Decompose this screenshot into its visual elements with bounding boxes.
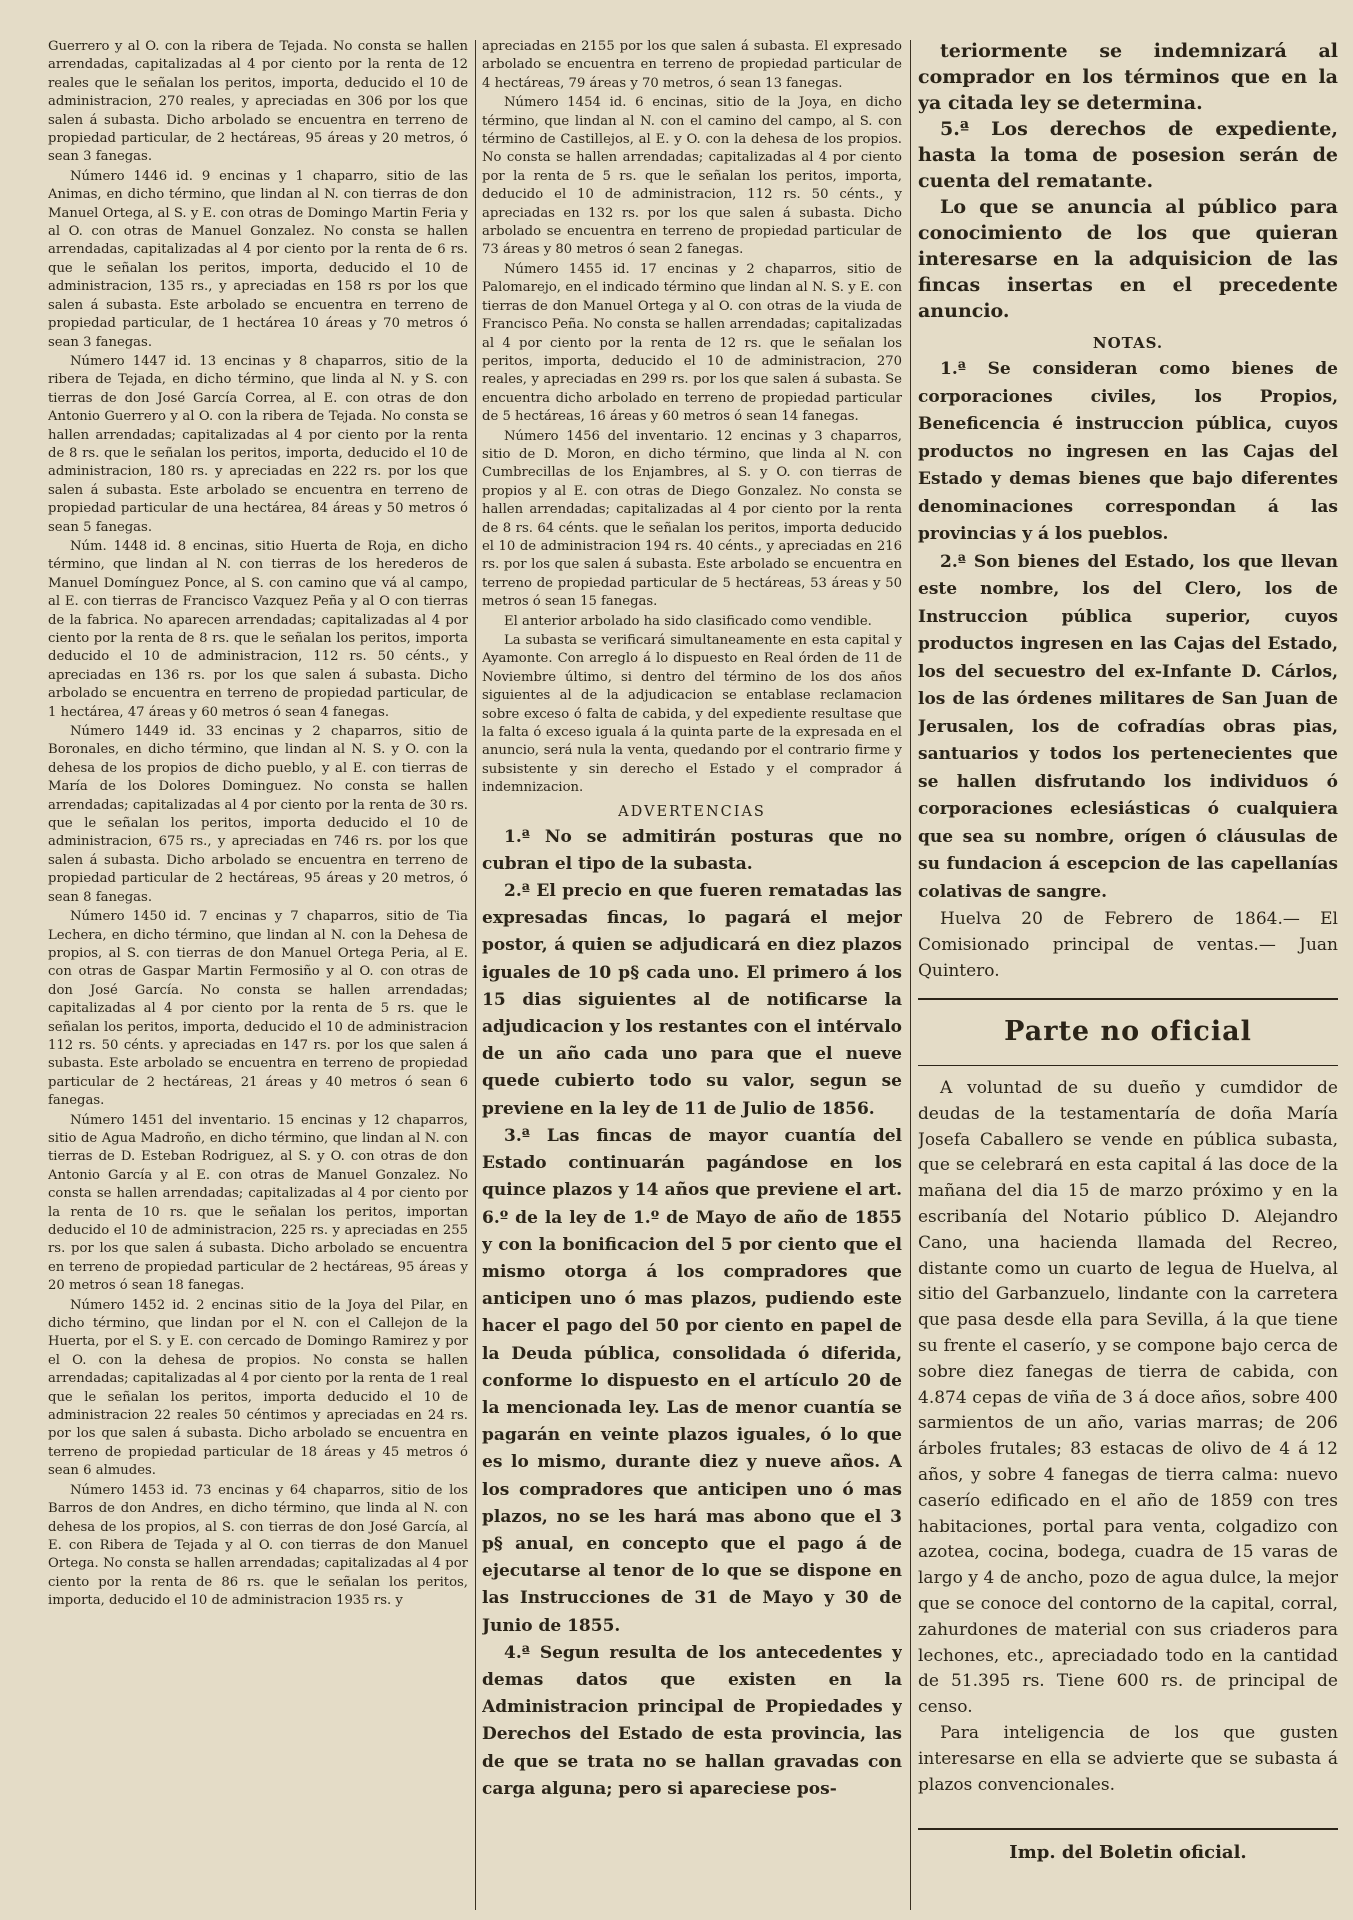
paragraph: Guerrero y al O. con la ribera de Tejada. No consta se hallen arrendadas, capitalizadas al 4 por ciento por la renta de 12 reales que le señalan los peritos, importa, deducido el 10 de administracion, 270 reales, y apreciadas en 306 por los que salen á subasta. Dicho arbolado se encuentra en terreno de propiedad particular, de 2 hectáreas, 95 áreas y 20 metros, ó sean 3 fanegas. xyxy=(48,39,468,165)
paragraph: 5.ª Los derechos de expediente, hasta la toma de posesion serán de cuenta del rematante. xyxy=(918,118,1338,192)
paragraph: Número 1446 id. 9 encinas y 1 chaparro, sitio de las Animas, en dicho término, que lindan al N. con tierras de don Manuel Ortega, al S. y E. con otras de Domingo Martin Feria y al O. con otras de Manuel Gonzalez. No consta se hallen arrendadas, capitalizadas al 4 por ciento por la renta de 6 rs. que le señalan los peritos, importa, deducido el 10 de administracion, 135 rs., y apreciadas en 158 rs por los que salen á subasta. Este arbolado se encuentra en terreno de propiedad particular, de 1 hectárea 10 áreas y 70 metros ó sean 3 fanegas. xyxy=(48,168,468,350)
section-divider xyxy=(918,998,1338,1000)
nota-item: 1.ª Se consideran como bienes de corporaciones civiles, los Propios, Beneficencia é instruccion pública, cuyos productos no ingresen en las Cajas del Estado y demas bienes que bajo diferentes denominaciones correspondan á las provincias y á los pueblos. xyxy=(918,359,1338,544)
column-2 xyxy=(482,38,902,1803)
column-divider xyxy=(910,40,911,1910)
advertencia-item: 3.ª Las fincas de mayor cuantía del Estado continuarán pagándose en los quince plazos y 14 años que previene el art. 6.º de la ley de 1.º de Mayo de año de 1855 y con la bonificacion del 5 por ciento que el mismo otorga á los compradores que anticipen uno ó mas plazos, pudiendo este hacer el pago del 50 por ciento en papel de la Deuda pública, consolidada ó diferida, conforme lo dispuesto en el artículo 20 de la mencionada ley. Las de menor cuantía se pagarán en veinte plazos iguales, ó lo que es lo mismo, durante diez y nueve años. A los compradores que anticipen uno ó mas plazos, no se les hará mas abono que el 3 p§ anual, en concepto que el pago á de ejecutarse al tenor de lo que se dispone en las Instrucciones de 31 de Mayo y 30 de Junio de 1855. xyxy=(482,1125,902,1636)
paragraph: Número 1453 id. 73 encinas y 64 chaparros, sitio de los Barros de don Andres, en dicho término, que linda al N. con dehesa de los propios, al S. con tierras de don José García, al E. con Ribera de Tejada y al O. con tierras de don Manuel Ortega. No consta se hallen arrendadas; capitalizadas al 4 por ciento por la renta de 86 rs. que le señalan los peritos, importa, deducido el 10 de administracion 1935 rs. y xyxy=(48,1482,468,1609)
section-divider xyxy=(918,1828,1338,1830)
paragraph: Número 1452 id. 2 encinas sitio de la Joya del Pilar, en dicho término, que lindan por el N. con el Callejon de la Huerta, por el S. y E. con cercado de Domingo Ramirez y por el O. con la dehesa de propios. No consta se hallen arrendadas; capitalizadas al 4 por ciento por la renta de 1 real que le señalan los peritos, importa deducido el 10 de administracion 22 reales 50 céntimos y apreciadas en 24 rs. por los que salen á subasta. Dicho arbolado se encuentra en terreno de propiedad particular de 18 áreas y 45 metros ó sean 6 almudes. xyxy=(48,1297,468,1479)
paragraph: Número 1450 id. 7 encinas y 7 chaparros, sitio de Tia Lechera, en dicho término, que lindan al N. con la Dehesa de propios, al S. con tierras de don Manuel Ortega Peria, al E. con otras de Gaspar Martin Fermosiño y al O. con otras de don José García. No consta se hallen arrendadas; capitalizadas al 4 por ciento por la renta de 5 rs. que le señalan los peritos, importa, deducido el 10 de administracion 112 rs. 50 cénts. y apreciadas en 147 rs. por los que salen á subasta. Este arbolado se encuentra en terreno de propiedad particular de 2 hectáreas, 21 áreas y 40 metros ó sean 6 fanegas. xyxy=(48,909,468,1109)
section-divider xyxy=(918,1065,1338,1066)
paragraph: Número 1456 del inventario. 12 encinas y 3 chaparros, sitio de D. Moron, en dicho término, que linda al N. con Cumbrecillas de los Enjambres, al S. y O. con tierras de propios y al E. con otras de Diego Gonzalez. No consta se hallen arrendadas; capitalizadas al 4 por ciento por la renta de 8 rs. 64 cénts. que le señalan los peritos, importa deducido el 10 de administracion 194 rs. 40 cénts., y apreciadas en 216 rs. por los que salen á subasta. Este arbolado se encuentra en terreno de propiedad particular de 5 hectáreas, 53 áreas y 50 metros ó sean 15 fanegas. xyxy=(482,428,902,610)
section-title: Parte no oficial xyxy=(1004,1016,1252,1047)
paragraph: Núm. 1448 id. 8 encinas, sitio Huerta de Roja, en dicho término, que lindan al N. con tierras de los herederos de Manuel Domínguez Ponce, al S. con camino que vá al campo, al E. con tierras de Francisco Vazquez Peña y al O con tierras de la fabrica. No aparecen arrendadas; capitalizadas al 4 por ciento por la renta de 8 rs. que le señalan los peritos, importa deducido el 10 de administracion, 112 rs. 50 cénts., y apreciadas en 136 rs. por los que salen á subasta. Dicho arbolado se encuentra en terreno de propiedad particular, de 1 hectárea, 47 áreas y 60 metros ó sean 4 fanegas. xyxy=(48,538,468,720)
advertencia-item: 1.ª No se admitirán posturas que no cubran el tipo de la subasta. xyxy=(482,826,902,874)
paragraph: Número 1454 id. 6 encinas, sitio de la Joya, en dicho término, que lindan al N. con el camino del campo, al S. con término de Castillejos, al E. y O. con la dehesa de los propios. No consta se hallen arrendadas; capitalizadas al 4 por ciento por la renta de 5 rs. que le señalan los peritos, importa, deducido el 10 de administracion, 112 rs. 50 cénts., y apreciadas en 132 rs. por los que salen á subasta. Dicho arbolado se encuentra en terreno de propiedad particular de 73 áreas y 80 metros ó sean 2 fanegas. xyxy=(482,95,902,258)
paragraph: Para inteligencia de los que gusten interesarse en ella se advierte que se subasta á plazos convencionales. xyxy=(918,1722,1338,1795)
paragraph: Número 1455 id. 17 encinas y 2 chaparros, sitio de Palomarejo, en el indicado término que lindan al N. S. y E. con tierras de don Manuel Ortega y al O. con otras de la viuda de Francisco Peña. No consta se hallen arrendadas; capitalizadas al 4 por ciento por la renta de 12 rs. que le señalan los peritos, importa, deducido el 10 de administracion, 270 reales, y apreciadas en 299 rs. por los que salen á subasta. Se encuentra dicho arbolado en terreno de propiedad particular de 5 hectáreas, 16 áreas y 60 metros ó sean 14 fanegas. xyxy=(482,261,902,425)
paragraph: La subasta se verificará simultaneamente en esta capital y Ayamonte. Con arreglo á lo dispuesto en Real órden de 11 de Noviembre último, si dentro del término de los dos años siguientes al de la adjudicacion se entablase reclamacion sobre exceso ó falta de cabida, y del expediente resultase que la falta ó exceso iguala á la quinta parte de la expresada en el anuncio, será nula la venta, quedando por el contrario firme y subsistente y sin derecho el Estado y el comprador á indemnizacion. xyxy=(482,633,902,796)
advertencia-item: 4.ª Segun resulta de los antecedentes y demas datos que existen en la Administracion principal de Propiedades y Derechos del Estado de esta provincia, las de que se trata no se hallan gravadas con carga alguna; pero si apareciese pos- xyxy=(482,1642,902,1799)
paragraph: Número 1451 del inventario. 15 encinas y 12 chaparros, sitio de Agua Madroño, en dicho término, que lindan al N. con tierras de D. Esteban Rodriguez, al S. y O. con otras de don Antonio García y al E. con otras de Manuel Gonzalez. No consta se hallen arrendadas; capitalizadas al 4 por ciento por la renta de 10 rs. que le señalan los peritos, importan deducido el 10 de administracion, 225 rs. y apreciadas en 255 rs. por los que salen á subasta. Dicho arbolado se encuentra en terreno de propiedad particular de 2 hectáreas, 95 áreas y 20 metros ó sean 18 fanegas. xyxy=(48,1112,468,1294)
nota-item: 2.ª Son bienes del Estado, los que llevan este nombre, los del Clero, los de Instruccion pública superior, cuyos productos ingresen en las Cajas del Estado, los del secuestro del ex-Infante D. Cárlos, los de las órdenes militares de San Juan de Jerusalen, los de cofradías obras pias, santuarios y todos los pertenecientes que se hallen disfrutando los individuos ó corporaciones eclesiásticas ó cualquiera que sea su nombre, orígen ó cláusulas de su fundacion á escepcion de las capellanías colativas de sangre. xyxy=(918,551,1338,902)
paragraph: apreciadas en 2155 por los que salen á subasta. El expresado arbolado se encuentra en terreno de propiedad particular de 4 hectáreas, 79 áreas y 70 metros, ó sean 13 fanegas. xyxy=(482,39,902,91)
paragraph: teriormente se indemnizará al comprador en los términos que en la ya citada ley se determina. xyxy=(918,40,1338,114)
column-1 xyxy=(48,38,468,1612)
paragraph: A voluntad de su dueño y cumdidor de deudas de la testamentaría de doña María Josefa Caballero se vende en pública subasta, que se celebrará en esta capital á las doce de la mañana del dia 15 de marzo próximo y en la escribanía del Notario público D. Alejandro Cano, una hacienda llamada del Recreo, distante como un cuarto de legua de Huelva, al sitio del Garbanzuelo, lindante con la carretera que pasa desde ella para Sevilla, á la que tiene su frente el caserío, y se compone bajo cerca de sobre diez fanegas de tierra de cabida, con 4.874 cepas de viña de 3 á doce años, sobre 400 sarmientos de un año, varias marras; de 206 árboles frutales; 83 estacas de olivo de 4 á 12 años, y sobre 4 fanegas de tierra calma: nuevo caserío edificado en el año de 1859 con tres habitaciones, portal para venta, colgadizo con azotea, cocina, bodega, cuadra de 15 varas de largo y 4 de ancho, pozo de agua dulce, la mejor que se conoce del contorno de la capital, corral, zahurdones de material con sus criaderos para lechones, etc., apreciadado todo en la cantidad de 51.395 rs. Tiene 600 rs. de principal de censo. xyxy=(918,1078,1338,1718)
advertencias-heading: ADVERTENCIAS xyxy=(618,803,766,820)
notas-heading: NOTAS. xyxy=(1092,334,1164,352)
paragraph: El anterior arbolado ha sido clasificado como vendible. xyxy=(504,613,872,629)
paragraph: Número 1449 id. 33 encinas y 2 chaparros, sitio de Boronales, en dicho término, que lindan al N. S. y O. con la dehesa de los propios de dicho pueblo, y al E. con tierras de María de los Dolores Dominguez. No consta se hallen arrendadas; capitalizadas al 4 por ciento por la renta de 30 rs. que le señalan los peritos, importa deducido el 10 de administracion, 675 rs., y apreciadas en 746 rs. por los que salen á subasta. Dicho arbolado se encuentra en terreno de propiedad particular de 2 hectáreas, 95 áreas y 20 metros, ó sean 8 fanegas. xyxy=(48,724,468,905)
signature: Huelva 20 de Febrero de 1864.— El Comisionado principal de ventas.— Juan Quintero. xyxy=(918,909,1338,981)
column-divider xyxy=(475,40,476,1910)
imprint: Imp. del Boletin oficial. xyxy=(1009,1842,1247,1864)
column-3 xyxy=(918,38,1338,1863)
paragraph: Lo que se anuncia al público para conocimiento de los que quieran interesarse en la adquisicion de las fincas insertas en el precedente anuncio. xyxy=(918,196,1338,322)
paragraph: Número 1447 id. 13 encinas y 8 chaparros, sitio de la ribera de Tejada, en dicho término, que linda al N. y S. con tierras de don José García Correa, al E. con otras de don Antonio Guerrero y al O. con la ribera de Tejada. No consta se hallen arrendadas; capitalizadas al 4 por ciento por la renta de 8 rs. que le señalan los peritos, importa, deducido el 10 de administracion, 180 rs. y apreciadas en 222 rs. por los que salen á subasta. Este arbolado se encuentra en terreno de propiedad particular de una hectárea, 84 áreas y 50 metros ó sean 5 fanegas. xyxy=(48,353,468,535)
advertencia-item: 2.ª El precio en que fueren rematadas las expresadas fincas, lo pagará el mejor postor, á quien se adjudicará en diez plazos iguales de 10 p§ cada uno. El primero á los 15 dias siguientes al de notificarse la adjudicacion y los restantes con el intérvalo de un año cada uno para que el nueve quede cubierto todo su valor, segun se previene en la ley de 11 de Julio de 1856. xyxy=(482,881,902,1119)
